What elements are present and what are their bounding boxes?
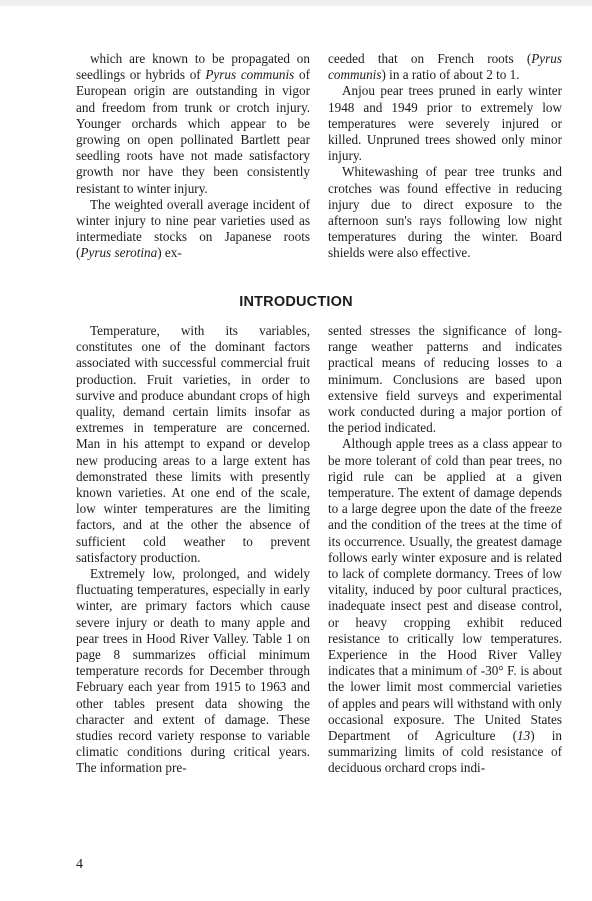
section-heading: INTRODUCTION	[239, 294, 353, 310]
text-run: Whitewashing of pear tree trunks and crotches was found effective in reducing injury due to direct exposure to the afternoon sun's rays following low night temperatures during the winter. Board shields were also effective.	[328, 164, 562, 261]
page-number: 4	[76, 857, 83, 872]
italic-text: 13	[517, 728, 531, 744]
page-top-edge	[0, 0, 592, 6]
paragraph	[76, 51, 310, 197]
intro-left-column	[76, 323, 310, 777]
text-run: Extremely low, prolonged, and widely fluctuating temperatures, especially in early winter, are primary factors which cause severe injury or death to many apple and pear trees in Hood River Valley. Table 1 on page 8 summarizes official minimum temperature records for December through February each year from 1915 to 1963 and other tables present data showing the character and extent of damage. These studies record variety response to variable climatic conditions during critical years. The information pre-	[76, 566, 310, 776]
paragraph	[328, 323, 562, 436]
paragraph	[76, 197, 310, 262]
paragraph	[328, 83, 562, 164]
italic-text: Pyrus communis	[328, 51, 562, 83]
paragraph	[76, 323, 310, 566]
text-run: ) in a ratio of about 2 to 1.	[381, 67, 520, 83]
paragraph	[76, 566, 310, 777]
text-run: Temperature, with its variables, constitutes one of the dominant factors associated with successful commercial fruit production. Fruit varieties, in order to survive and produce abundant crops of high quality, demand certain limits insofar as extremes in temperature are concerned. Man in his attempt to expand or develop new producing areas to a large extent has demonstrated these limits with presently known varieties. At one end of the scale, low winter temperatures are the limiting factors, and at the other the absence of sufficient cold weather to prevent satisfactory production.	[76, 323, 310, 565]
italic-text: Pyrus serotina	[80, 245, 158, 261]
top-right-column	[328, 51, 562, 262]
text-run: which are known to be propagated on seedlings or hybrids of	[76, 51, 310, 83]
top-left-column	[76, 51, 310, 262]
text-run: ceeded that on French roots (	[328, 51, 532, 66]
text-run: The weighted overall average incident of winter injury to nine pear varieties used as intermediate stocks on Japanese roots (	[76, 196, 310, 261]
text-run: sented stresses the significance of long-range weather patterns and indicates practical means of reducing losses to a minimum. Conclusions are based upon extensive field surveys and experimental work conducted during a major portion of the period indicated.	[328, 323, 562, 436]
text-run: Anjou pear trees pruned in early winter 1948 and 1949 prior to extremely low temperatures were severely injured or killed. Unpruned trees showed only minor injury.	[328, 83, 562, 164]
paragraph	[328, 436, 562, 776]
text-run: ) in summarizing limits of cold resistance of deciduous orchard crops indi-	[328, 728, 563, 776]
text-run: ) ex-	[157, 245, 182, 261]
paragraph	[328, 51, 562, 83]
italic-text: Pyrus communis	[205, 67, 295, 83]
paragraph	[328, 164, 562, 261]
text-run: of European origin are outstanding in vigor and freedom from trunk or crotch injury. Younger orchards which appear to be growing on open pollinated Bartlett pear seedling roots have not made satisfactory growth nor have they been consistently resistant to winter injury.	[76, 67, 310, 196]
text-run: Although apple trees as a class appear to be more tolerant of cold than pear trees, no rigid rule can be applied at a given temperature. The extent of damage depends to a large degree upon the date of the freeze and the condition of the trees at the time of its occurrence. Usually, the greatest damage follows early winter exposure and is related to lack of complete dormancy. Trees of low vitality, induced by poor cultural practices, inadequate insect pest and disease control, or heavy cropping exhibit reduced resistance to critically low temperatures. Experience in the Hood River Valley indicates that a minimum of -30° F. is about the lower limit most commercial varieties of apples and pears will withstand with only occasional exposure. The United States Department of Agriculture (	[328, 436, 562, 744]
intro-right-column	[328, 323, 562, 777]
